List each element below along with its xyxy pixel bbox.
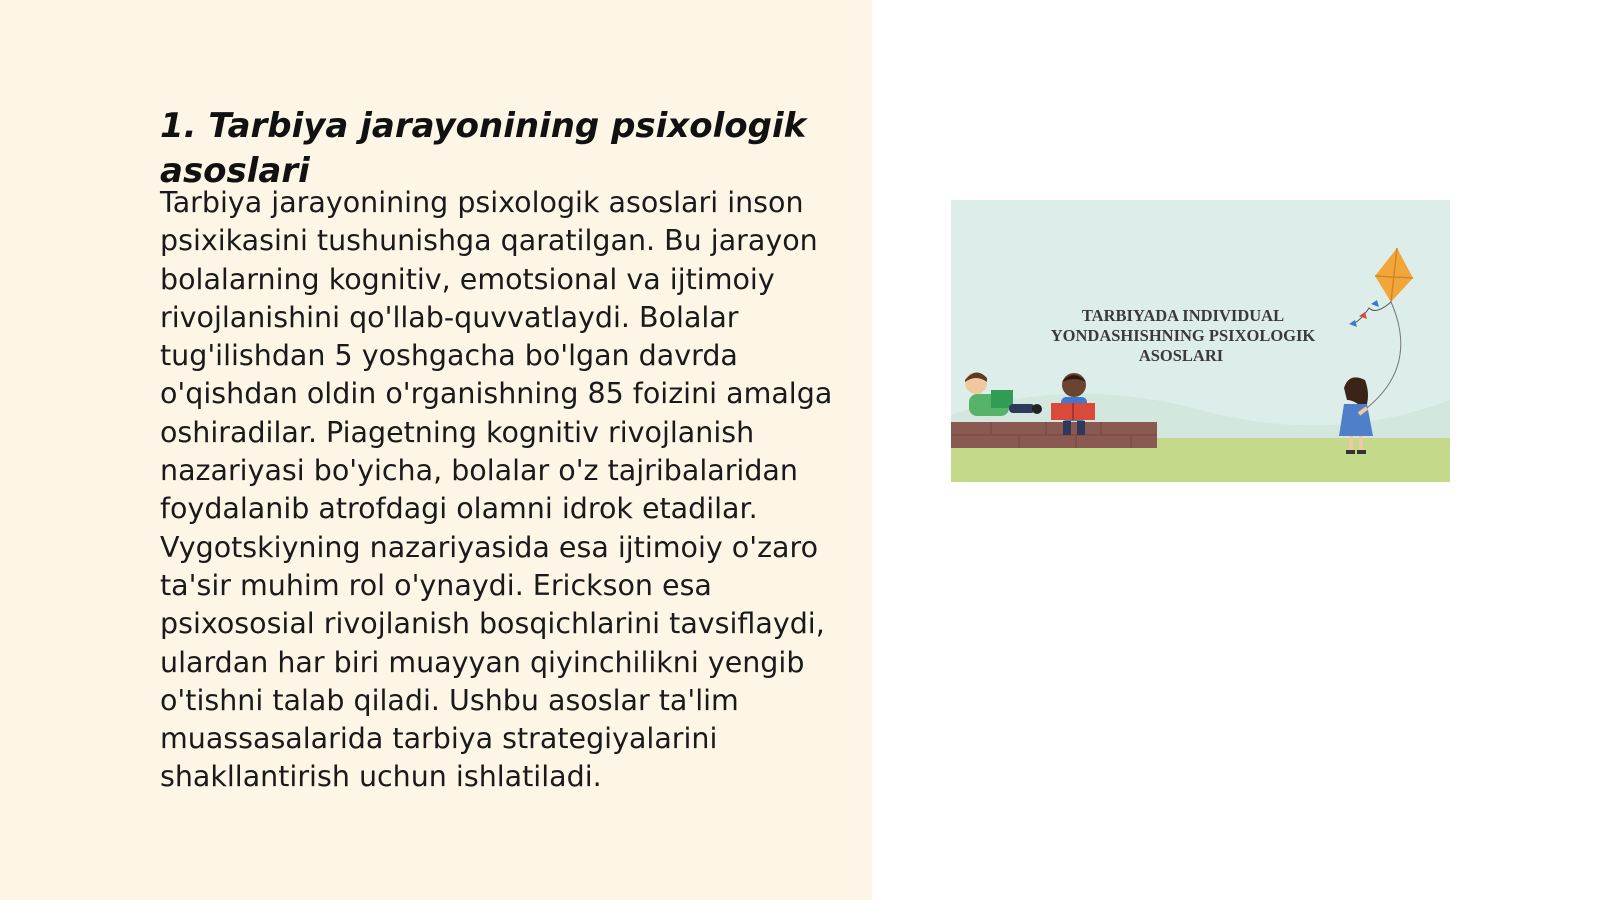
- illustration-svg: [951, 200, 1450, 482]
- slide-heading: 1. Tarbiya jarayonining psixologik asoslari: [160, 106, 807, 191]
- slide-body-text: Tarbiya jarayonining psixologik asoslari inson psixikasini tushunishga qaratilgan. Bu jarayon bolalarning kognitiv, emotsional va ijtimoiy rivojlanishini qo'llab-quvvatlaydi. Bolalar tug'ilishdan 5 yoshgacha bo'lgan davrda o'qishdan oldin o'rganishning 85 foizini amalga oshiradilar. Piagetning kognitiv rivojlanish nazariyasi bo'yicha, bolalar o'z tajribalaridan foydalanib atrofdagi olamni idrok etadilar. Vygotskiyning nazariyasida esa ijtimoiy o'zaro ta'sir muhim rol o'ynaydi. Erickson esa psixososial rivojlanish bosqichlarini tavsiflaydi, ulardan har biri muayyan qiyinchilikni yengib o'tishni talab qiladi. Ushbu asoslar ta'lim muassasalarida tarbiya strategiyalarini shakllantirish uchun ishlatiladi.: [160, 186, 833, 794]
- illustration-title-line-1: TARBIYADA INDIVIDUAL: [1081, 306, 1285, 325]
- illustration-title-line-3: ASOSLARI: [1138, 346, 1224, 365]
- brick-wall: [951, 422, 1157, 448]
- illustration-image: [951, 200, 1450, 482]
- illustration-title-line-2: YONDASHISHNING PSIXOLOGIK: [1050, 326, 1316, 345]
